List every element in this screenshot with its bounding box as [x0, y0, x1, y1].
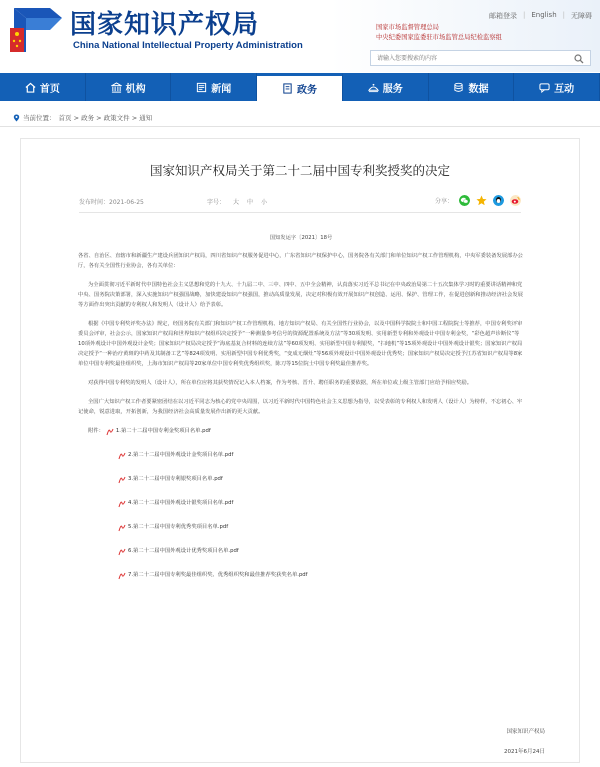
service-icon [368, 82, 379, 93]
attachment-row [118, 546, 524, 556]
meta-divider [79, 212, 521, 213]
search-input[interactable] [371, 51, 566, 65]
pdf-icon [118, 571, 126, 580]
share-label: 分享： [434, 198, 453, 205]
qq-icon[interactable] [493, 195, 504, 206]
attachment-row [118, 570, 524, 580]
building-icon [111, 82, 122, 93]
attachment-link[interactable]: 2.第二十二届中国外观设计金奖项目名单.pdf [128, 452, 234, 458]
signature-org: 国家知识产权局 [506, 729, 545, 735]
publish-date: 发布时间：2021-06-25 [79, 199, 144, 206]
qzone-star-icon[interactable] [476, 195, 487, 206]
attachment-link[interactable]: 7.第二十二届中国专利奖最佳组织奖、优秀组织奖和最佳推荐奖获奖名单.pdf [128, 572, 308, 578]
breadcrumb [13, 113, 152, 122]
wechat-icon[interactable] [459, 195, 470, 206]
attachment-link[interactable]: 6.第二十二届中国外观设计优秀奖项目名单.pdf [128, 548, 239, 554]
article-panel [20, 138, 580, 763]
main-nav [0, 73, 600, 101]
site-header [0, 0, 600, 72]
chat-icon [539, 82, 550, 93]
attachment-row [118, 522, 524, 532]
nav-item-institution[interactable] [86, 73, 172, 101]
pdf-icon [118, 451, 126, 460]
font-size-label: 字号： [207, 199, 226, 206]
attachment-label: 附件： [88, 428, 104, 434]
home-icon [25, 82, 36, 93]
breadcrumb-prefix: 当前位置： [23, 114, 56, 122]
paragraph-3: 对获得中国专利奖的发明人（设计人），所在单位应将其获奖情况记入本人档案，作为考核、晋升、聘任职务的重要依据，所在单位或上级主管部门应给予相应奖励。 [88, 380, 473, 386]
attachment-row [88, 426, 524, 436]
nav-label: 首页 [39, 83, 60, 95]
nav-item-service[interactable] [343, 73, 429, 101]
document-icon [282, 83, 293, 94]
search-box [370, 50, 591, 66]
breadcrumb-path[interactable]: 首页 > 政务 > 政策文件 > 通知 [58, 114, 153, 122]
nav-label: 机构 [125, 83, 146, 95]
nav-label: 新闻 [211, 83, 232, 95]
article-body [78, 233, 524, 594]
pdf-icon [118, 547, 126, 556]
attachment-link[interactable]: 3.第二十二届中国专利银奖项目名单.pdf [128, 476, 223, 482]
separator: | [523, 11, 526, 19]
attachment-link[interactable]: 4.第二十二届中国外观设计银奖项目名单.pdf [128, 500, 234, 506]
nav-item-interaction[interactable] [514, 73, 600, 101]
nav-label: 数据 [468, 83, 489, 95]
nav-label: 政务 [297, 85, 318, 96]
divider [0, 126, 600, 127]
font-size-medium[interactable]: 中 [247, 199, 254, 206]
pdf-icon [118, 475, 126, 484]
pdf-icon [118, 499, 126, 508]
accessibility-link[interactable]: 无障碍 [571, 12, 592, 20]
attachment-row [118, 498, 524, 508]
nav-item-data[interactable] [429, 73, 515, 101]
salutation: 各省、自治区、直辖市和新疆生产建设兵团知识产权局，四川省知识产权服务促进中心，广东省知识产权保护中心，国务院各有关部门和单位知识产权工作管理机构，中央军委装备发展部办公厅，各有关全国性行业协会，各有关单位： [78, 253, 523, 269]
signature-date: 2021年6月24日 [504, 749, 545, 755]
separator: | [562, 11, 565, 19]
nav-item-home[interactable] [0, 73, 86, 101]
attachment-link[interactable]: 1.第二十二届中国专利金奖项目名单.pdf [115, 428, 211, 434]
font-size-small[interactable]: 小 [261, 199, 268, 206]
english-link[interactable]: English [531, 11, 557, 19]
weibo-icon[interactable] [510, 195, 521, 206]
database-icon [453, 82, 464, 93]
search-icon[interactable] [574, 54, 584, 64]
paragraph-1: 为全面贯彻习近平新时代中国特色社会主义思想和党的十九大、十九届二中、三中、四中、五中全会精神，认真落实习近平总书记在中央政治局第二十五次集体学习时的重要讲话精神和党中央、国务院决策部署，深入实施知识产权强国战略，加快建设知识产权强国，推动高质量发展，决定对积极有效开展知识产权创造、运用、保护、管理工作，在促进创新和推动经济社会发展等方面作出突出贡献的专利权人和发明人（设计人）给予表彰。 [78, 282, 523, 308]
nav-label: 互动 [554, 83, 575, 95]
font-size-large[interactable]: 大 [233, 199, 240, 206]
nav-item-government-affairs[interactable] [257, 73, 343, 101]
attachment-link[interactable]: 5.第二十二届中国专利优秀奖项目名单.pdf [128, 524, 229, 530]
national-emblem-logo-icon[interactable] [10, 8, 62, 52]
paragraph-4: 全国广大知识产权工作者要紧密团结在以习近平同志为核心的党中央周围，以习近平新时代中国特色社会主义思想为指导，以受表彰的专利权人和发明人（设计人）为榜样，不忘初心、牢记使命，锐意进取，开拓创新，为我国经济社会高质量发展作出新的更大贡献。 [78, 399, 523, 415]
affiliate-link-samr[interactable]: 国家市场监督管理总局 [376, 24, 439, 31]
font-size-selector [207, 197, 267, 206]
location-pin-icon [13, 114, 20, 122]
newspaper-icon [196, 82, 207, 93]
pdf-icon [118, 523, 126, 532]
article-title: 国家知识产权局关于第二十二届中国专利奖授奖的决定 [149, 163, 450, 178]
site-title-cn[interactable]: 国家知识产权局 [70, 10, 260, 40]
share-bar [435, 195, 521, 206]
top-links [489, 11, 592, 21]
nav-label: 服务 [382, 83, 403, 95]
pdf-icon [106, 427, 114, 436]
affiliate-link-discipline[interactable]: 中央纪委国家监委驻市场监管总局纪检监察组 [376, 34, 502, 41]
attachment-row [118, 474, 524, 484]
article-meta [79, 195, 521, 209]
document-number: 国知发运字〔2021〕18号 [269, 235, 333, 241]
paragraph-2: 根据《中国专利奖评奖办法》规定，经国务院有关部门和知识产权工作管理机构、地方知识产权局、有关全国性行业协会，以及中国科学院院士和中国工程院院士等推荐，中国专利奖评审委员会评审，社会公示，国家知识产权局和世界知识产权组织决定授予“一种测量参考信号的资源配置系统及方法”等30项发明、实用新型专利和外观设计中国专利金奖，“彩色超声诊断仪”等10项外观设计中国外观设计金奖；国家知识产权局决定授予“海底基复合材料的连续方法”等60项发明、实用新型中国专利银奖，“扫地机”等15项外观设计中国外观设计银奖；国家知识产权局决定授予“一种治疗黄斑的中药及其制备工艺”等824项发明、实用新型中国专利优秀奖，“变成无烟灶”等56项外观设计中国外观设计优秀奖；国家知识产权局决定授予江苏省知识产权局等8家单位中国专利奖最佳组织奖，上海市知识产权局等20家单位中国专利奖优秀组织奖，陈刀等15位院士中国专利奖最佳推荐奖。 [78, 321, 523, 367]
mail-login-link[interactable]: 邮箱登录 [489, 12, 517, 20]
nav-item-news[interactable] [171, 73, 257, 101]
site-title-en[interactable]: China National Intellectual Property Administration [73, 40, 303, 51]
attachment-row [118, 450, 524, 460]
